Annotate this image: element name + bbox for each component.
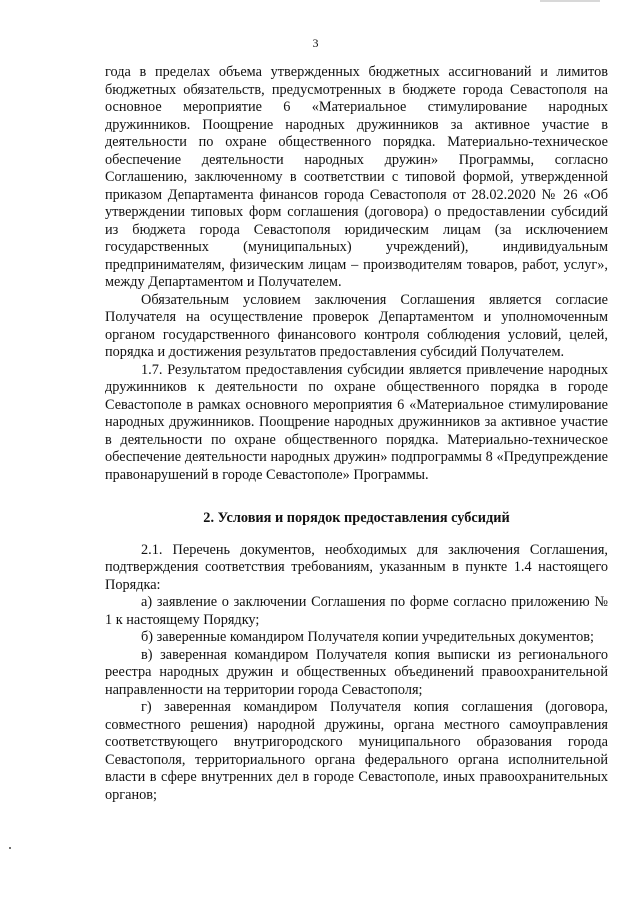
list-item-a: а) заявление о заключении Соглашения по форме согласно приложению № 1 к настоящему Порядку; [105,594,608,628]
page-number: 3 [312,36,319,50]
list-item-v: в) заверенная командиром Получателя копия выписки из регионального реестра народных дружин и общественных объединений правоохранительной направленности на территории города Севастополя; [105,646,608,698]
section-heading: 2. Условия и порядок предоставления субсидий [203,510,510,526]
list-item-b: б) заверенные командиром Получателя копии учредительных документов; [141,629,594,645]
paragraph-2-1: 2.1. Перечень документов, необходимых для заключения Соглашения, подтверждения соответствия требованиям, указанным в пункте 1.4 настоящего Порядка: [105,541,608,593]
document-body [105,64,608,804]
scan-edge-mark [540,0,600,2]
scan-speck [9,847,11,849]
paragraph-continuation: года в пределах объема утвержденных бюджетных ассигнований и лимитов бюджетных обязательств, предусмотренных в бюджете города Севастополя на основное мероприятие 6 «Материальное стимулирование народных дружинников. Поощрение народных дружинников за активное участие в деятельности по охране общественного порядка. Материально-техническое обеспечение деятельности народных дружин» Программы, согласно Соглашению, заключенному в соответствии с типовой формой, утвержденной приказом Департамента финансов города Севастополя от 28.02.2020 № 26 «Об утверждении типовых форм соглашения (договора) о предоставлении субсидий из бюджета города Севастополя юридическим лицам (за исключением государственных (муниципальных) учреждений), индивидуальным предпринимателям, физическим лицам – производителям товаров, работ, услуг», между Департаментом и Получателем. [105,64,608,290]
paragraph-condition: Обязательным условием заключения Соглашения является согласие Получателя на осуществление проверок Департаментом и уполномоченным органом государственного финансового контроля соблюдения условий, целей, порядка и достижения результатов предоставления субсидий Получателем. [105,291,608,360]
list-item-g: г) заверенная командиром Получателя копия соглашения (договора, совместного решения) народной дружины, органа местного самоуправления соответствующего внутригородского муниципального образования города Севастополя, территориального органа федерального органа исполнительной власти в сфере внутренних дел в городе Севастополе, иных правоохранительных органов; [105,699,608,803]
paragraph-1-7: 1.7. Результатом предоставления субсидии является привлечение народных дружинников к деятельности по охране общественного порядка в городе Севастополе в рамках основного мероприятия 6 «Материальное стимулирование народных дружинников. Поощрение народных дружинников за активное участие в деятельности по охране общественного порядка. Материально-техническое обеспечение деятельности народных дружин» подпрограммы 8 «Предупреждение правонарушений в городе Севастополе» Программы. [105,361,608,483]
